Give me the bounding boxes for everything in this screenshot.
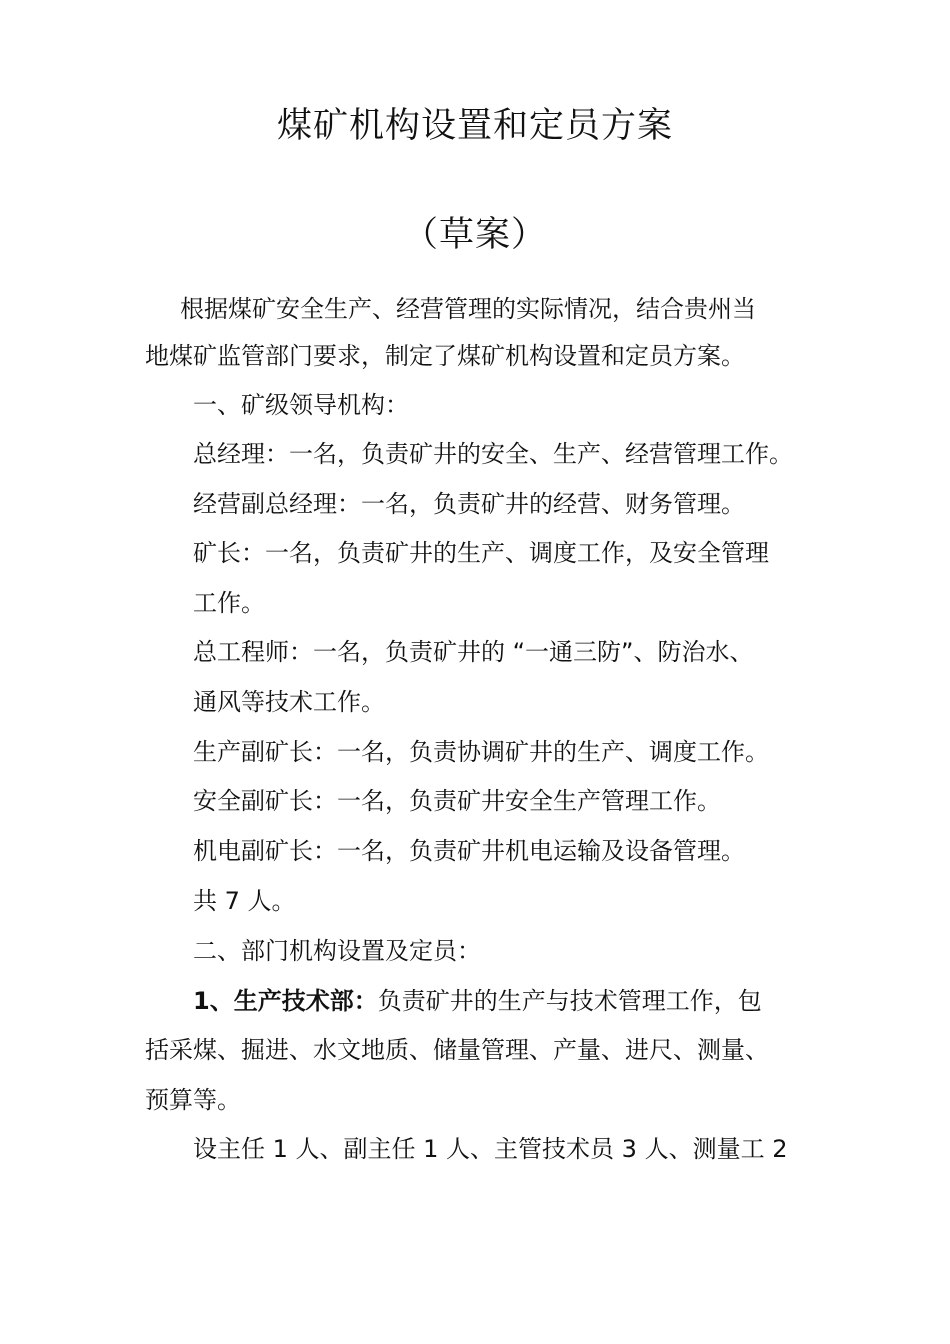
section1-line-2: 经营副总经理：一名，负责矿井的经营、财务管理。: [193, 490, 745, 518]
dept1-line-3: 预算等。: [145, 1086, 241, 1114]
section1-line-6: 通风等技术工作。: [193, 688, 385, 716]
section1-line-4: 工作。: [193, 589, 265, 617]
dept1-label: 1、生产技术部：: [193, 987, 378, 1015]
section1-line-9: 机电副矿长：一名，负责矿井机电运输及设备管理。: [193, 837, 745, 865]
intro-line-2: 地煤矿监管部门要求，制定了煤矿机构设置和定员方案。: [145, 342, 745, 370]
section1-line-8: 安全副矿长：一名，负责矿井安全生产管理工作。: [193, 787, 721, 815]
document-subtitle: （草案）: [402, 215, 547, 255]
section1-line-5: 总工程师：一名，负责矿井的 “一通三防”、防治水、: [193, 638, 754, 666]
section1-line-3: 矿长：一名，负责矿井的生产、调度工作，及安全管理: [193, 539, 769, 567]
section1-heading: 一、矿级领导机构：: [193, 391, 409, 419]
section1-total: 共 7 人。: [193, 887, 296, 915]
dept1-line-2: 括采煤、掘进、水文地质、储量管理、产量、进尺、测量、: [145, 1036, 769, 1064]
dept1-first-line: [193, 986, 762, 1016]
intro-line-1: 根据煤矿安全生产、经营管理的实际情况，结合贵州当: [180, 295, 756, 323]
section1-line-1: 总经理：一名，负责矿井的安全、生产、经营管理工作。: [193, 440, 793, 468]
dept1-staffing: 设主任 1 人、副主任 1 人、主管技术员 3 人、测量工 2: [193, 1135, 788, 1163]
section1-line-7: 生产副矿长：一名，负责协调矿井的生产、调度工作。: [193, 738, 769, 766]
document-title: 煤矿机构设置和定员方案: [276, 106, 673, 146]
section2-heading: 二、部门机构设置及定员：: [193, 937, 481, 965]
dept1-text-first: 负责矿井的生产与技术管理工作，包: [377, 987, 762, 1015]
